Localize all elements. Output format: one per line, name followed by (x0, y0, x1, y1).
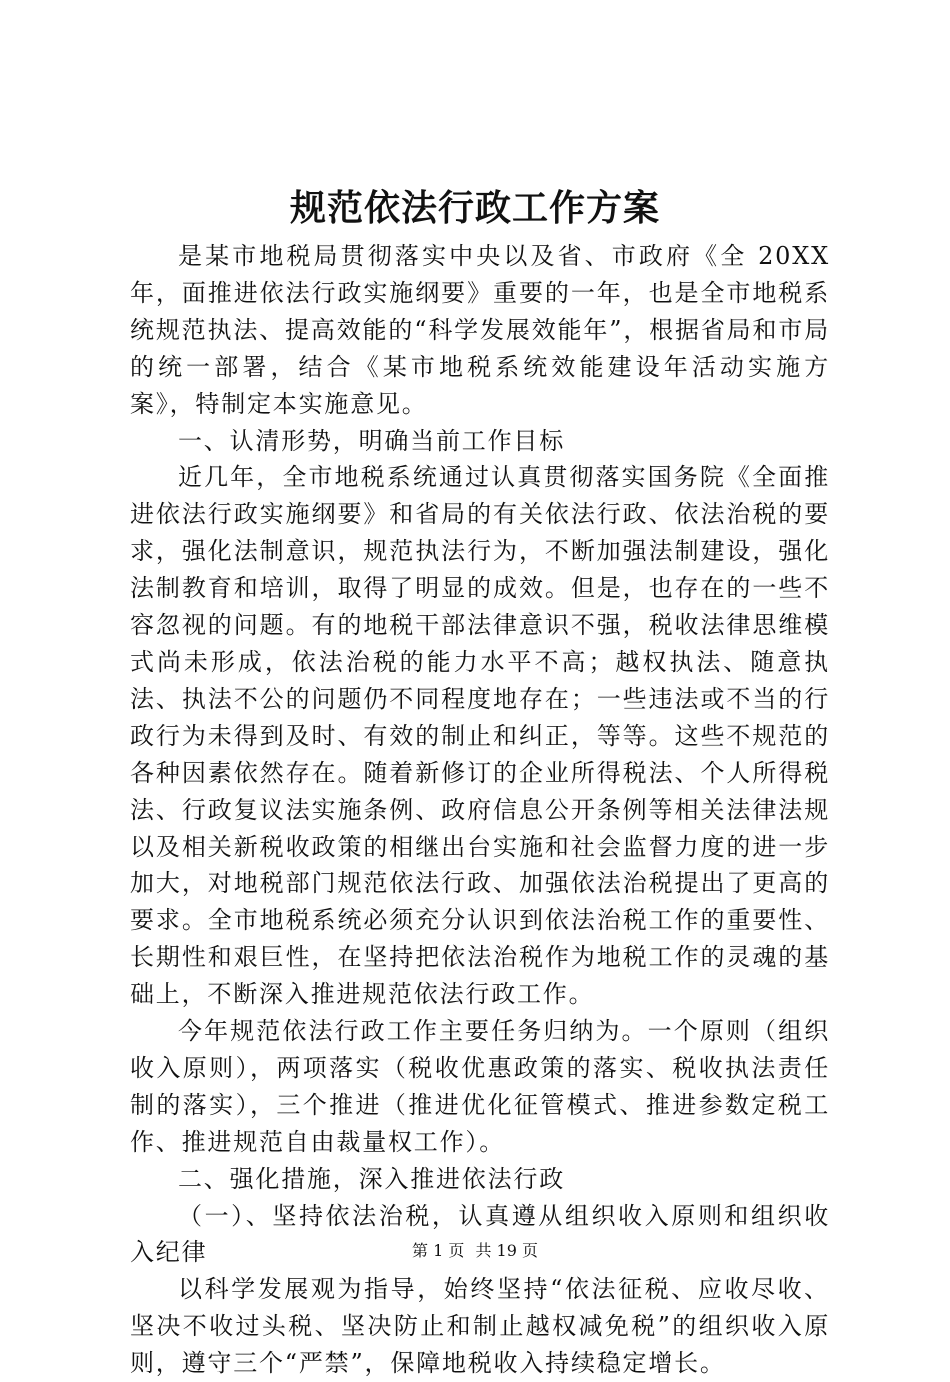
page-number: 第 1 页 (412, 1241, 465, 1260)
section-heading-2: 二、强化措施，深入推进依法行政 (178, 1164, 565, 1193)
section-heading-1: 一、认清形势，明确当前工作目标 (178, 426, 565, 455)
intro-paragraph: 是某市地税局贯彻落实中央以及省、市政府《全 20XX 年，面推进依法行政实施纲要》重要的一年，也是全市地税系统规范执法、提高效能的“科学发展效能年”，根据省局和市局的统一部署，结合《某市地税系统效能建设年活动实施方案》，特制定本实施意见。 (130, 242, 830, 418)
subsection-heading: （一）、坚持依法治税，认真遵从组织收入原则和组织收入纪律 (130, 1201, 830, 1267)
body-paragraph: 今年规范依法行政工作主要任务归纳为。一个原则（组织收入原则），两项落实（税收优惠政策的落实、税收执法责任制的落实），三个推进（推进优化征管模式、推进参数定税工作、推进规范自由裁量权工作）。 (130, 1017, 830, 1156)
document-title: 规范依法行政工作方案 (289, 187, 660, 229)
body-paragraph: 以科学发展观为指导，始终坚持“依法征税、应收尽收、坚决不收过头税、坚决防止和制止越权减免税”的组织收入原则，遵守三个“严禁”，保障地税收入持续稳定增长。 (130, 1275, 830, 1378)
page-footer (0, 1240, 950, 1262)
document-body (130, 238, 830, 1382)
page-total: 共 19 页 (475, 1241, 538, 1260)
body-paragraph: 近几年，全市地税系统通过认真贯彻落实国务院《全面推进依法行政实施纲要》和省局的有关依法行政、依法治税的要求，强化法制意识，规范执法行为，不断加强法制建设，强化法制教育和培训，取得了明显的成效。但是，也存在的一些不容忽视的问题。有的地税干部法律意识不强，税收法律思维模式尚未形成，依法治税的能力水平不高；越权执法、随意执法、执法不公的问题仍不同程度地存在；一些违法或不当的行政行为未得到及时、有效的制止和纠正，等等。这些不规范的各种因素依然存在。随着新修订的企业所得税法、个人所得税法、行政复议法实施条例、政府信息公开条例等相关法律法规以及相关新税收政策的相继出台实施和社会监督力度的进一步加大，对地税部门规范依法行政、加强依法治税提出了更高的要求。全市地税系统必须充分认识到依法治税工作的重要性、长期性和艰巨性，在坚持把依法治税作为地税工作的灵魂的基础上，不断深入推进规范依法行政工作。 (130, 463, 830, 1009)
